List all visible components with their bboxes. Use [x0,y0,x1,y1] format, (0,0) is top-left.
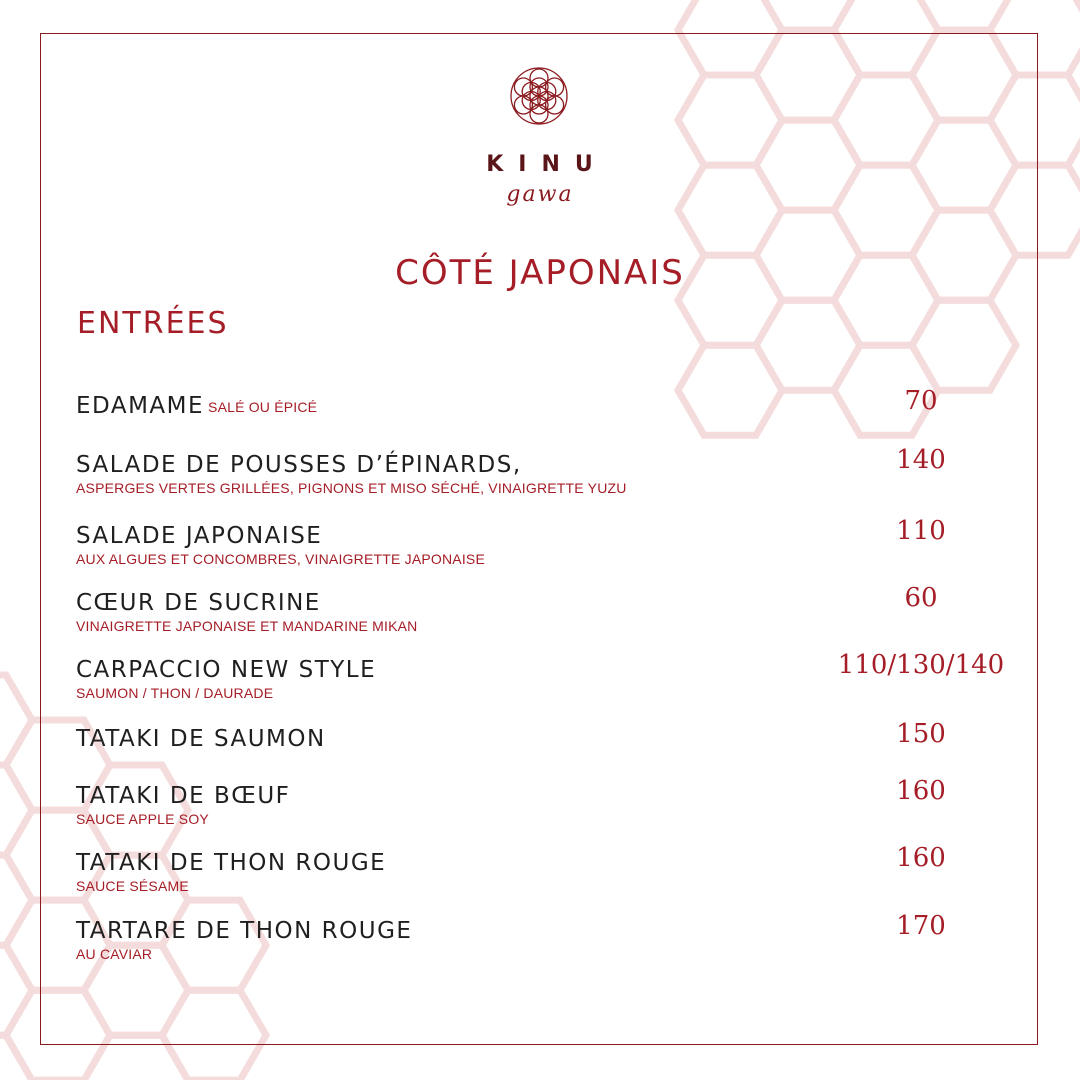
menu-item-name: TATAKI DE THON ROUGE [76,850,387,876]
menu-item-price: 160 [896,843,946,873]
menu-item-name: SALADE DE POUSSES D’ÉPINARDS, [76,452,522,478]
menu-item [76,386,1006,442]
menu-item-name: CŒUR DE SUCRINE [76,590,321,616]
menu-item-name: TATAKI DE BŒUF [76,783,291,809]
hexagon-shape [0,855,32,945]
menu-item-description: AUX ALGUES ET CONCOMBRES, VINAIGRETTE JAPONAISE [76,551,486,567]
menu-item-price: 170 [896,911,946,941]
menu-item [76,516,1006,572]
page-title: CÔTÉ JAPONAIS [395,253,685,293]
menu-item [76,776,1006,832]
menu-item-price: 110 [896,516,946,546]
hexagon-shape [0,1035,32,1080]
menu-item-description: VINAIGRETTE JAPONAISE ET MANDARINE MIKAN [76,618,418,634]
menu-item [76,583,1006,639]
brand-subtitle: gawa [506,182,574,207]
menu-item-inline-description: SALÉ OU ÉPICÉ [208,399,318,415]
menu-item-description: SAUCE APPLE SOY [76,811,209,827]
menu-item [76,445,1006,501]
menu-item-name: CARPACCIO NEW STYLE [76,657,377,683]
hexagon-shape [0,675,32,765]
menu-item-description: SAUCE SÉSAME [76,878,189,894]
menu-item-description: AU CAVIAR [76,946,153,962]
menu-item-name: TARTARE DE THON ROUGE [76,918,413,944]
menu-item-price: 70 [904,386,938,416]
menu-item-price: 60 [904,583,938,613]
menu-item-description: ASPERGES VERTES GRILLÉES, PIGNONS ET MISO SÉCHÉ, VINAIGRETTE YUZU [76,480,627,496]
menu-item-price: 140 [896,445,946,475]
brand-name: KINU [486,152,608,177]
menu-item-name: SALADE JAPONAISE [76,523,323,549]
menu-item-name: TATAKI DE SAUMON [76,726,326,752]
menu-item-description: SAUMON / THON / DAURADE [76,685,274,701]
menu-item [76,911,1006,967]
kinu-logo-icon [509,66,569,126]
hexagon-shape [0,945,32,1035]
menu-item-price: 160 [896,776,946,806]
menu-item-name: EDAMAME [76,393,205,419]
menu-item-price: 110/130/140 [837,650,1005,680]
menu-item [76,719,1006,775]
menu-item-price: 150 [896,719,946,749]
menu-item [76,650,1006,706]
section-title: ENTRÉES [77,306,229,341]
menu-item [76,843,1006,899]
hexagon-shape [0,765,32,855]
